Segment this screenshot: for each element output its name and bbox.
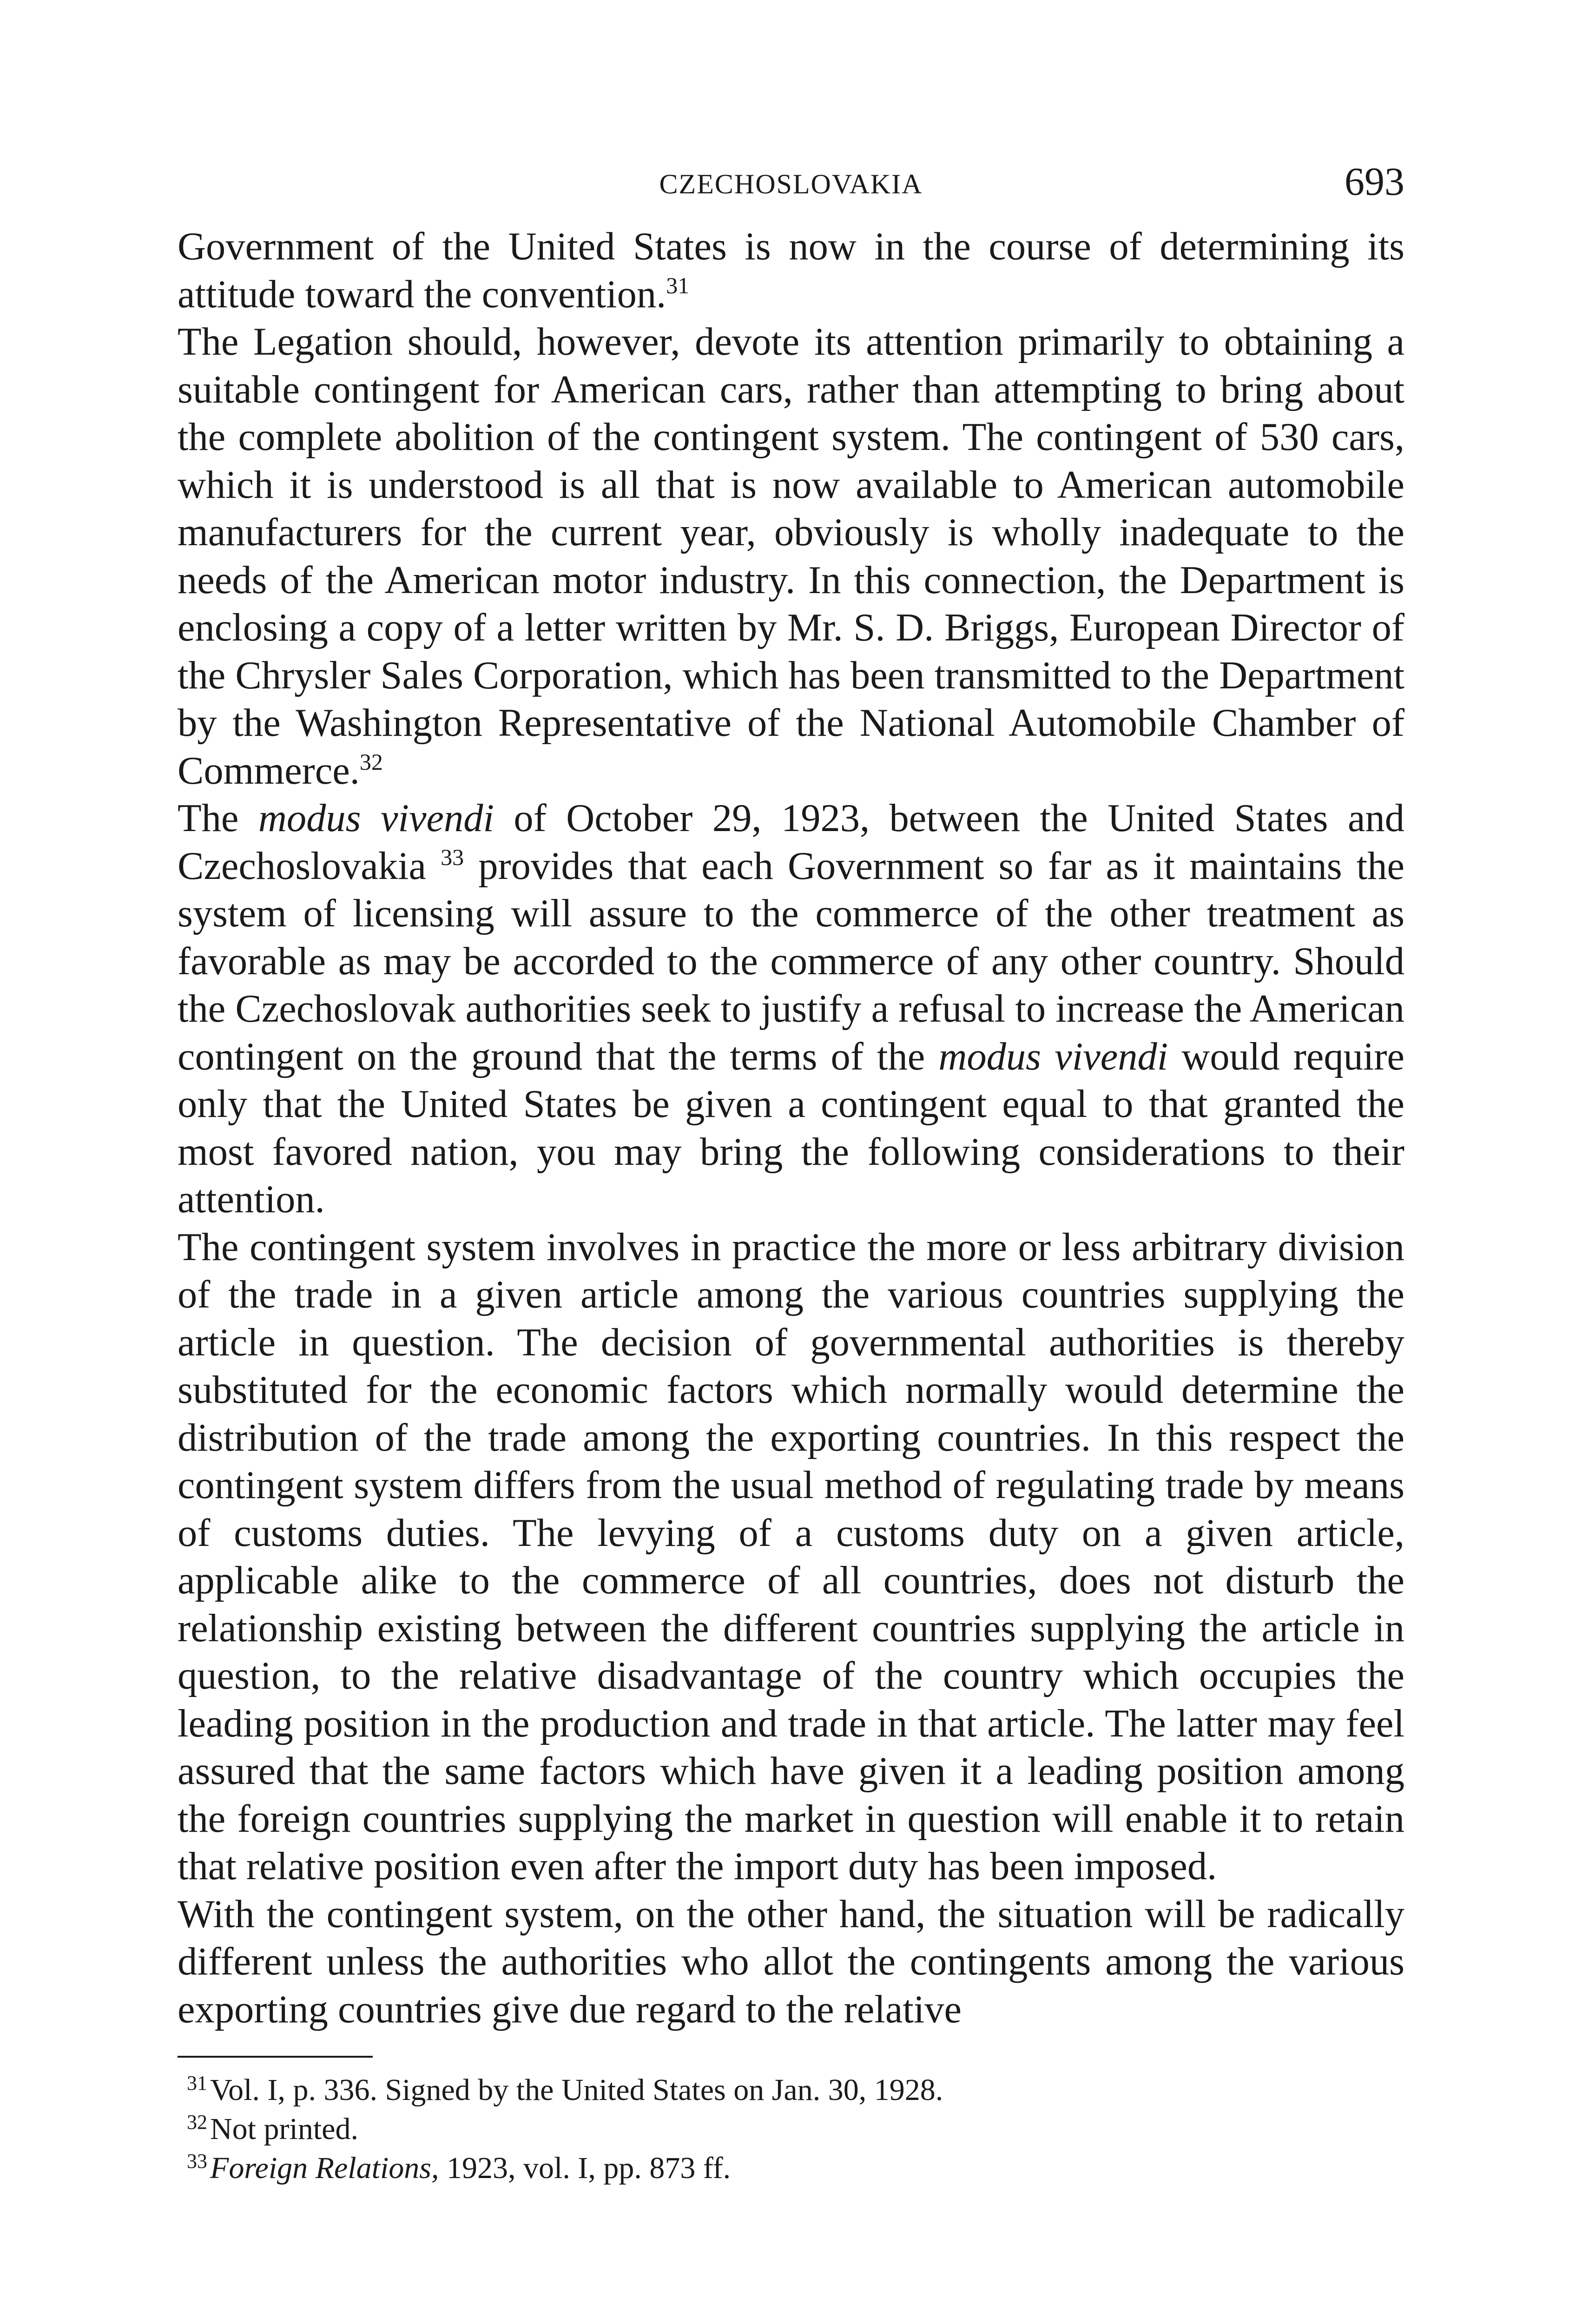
footnote-ref: 32	[359, 748, 383, 775]
paragraph-text: of October 29, 1923, between the United States and Czechoslovakia	[178, 797, 1404, 888]
footnote-text: Vol. I, p. 336. Signed by the United States on Jan. 30, 1928.	[210, 2073, 943, 2107]
footnote-mark: 32	[187, 2111, 207, 2133]
page-number: 693	[1345, 159, 1404, 204]
footnote-ref: 31	[666, 272, 690, 298]
footnote-italic: Foreign Relations,	[210, 2151, 439, 2185]
paragraph-text: Government of the United States is now in the course of determining its attitude toward the convention.	[178, 225, 1404, 316]
footnote-text: 1923, vol. I, pp. 873 ff.	[439, 2151, 731, 2185]
paragraph-text: would require only that the United States be given a contingent equal to that granted the most favored nation, you may bring the following considerations to their attention.	[178, 1035, 1404, 1221]
paragraph-text: provides that each Government so far as it maintains the system of licensing will assure to the commerce of the other treatment as favorable as may be accorded to the commerce of any other country. Should the Czechoslovak authorities seek to justify a refusal to increase the American contingent on the ground that the terms of the	[178, 844, 1405, 1078]
document-page	[178, 158, 1404, 2188]
footnote-mark: 33	[187, 2150, 207, 2172]
italic-term: modus vivendi	[258, 797, 494, 840]
page-header	[178, 158, 1404, 223]
paragraph-continuation	[178, 223, 1404, 318]
footnotes	[178, 2071, 1404, 2188]
footnote-ref: 33	[441, 844, 464, 870]
footnote-text: Not printed.	[210, 2112, 358, 2146]
paragraph	[178, 795, 1404, 1224]
paragraph	[178, 318, 1404, 795]
footnote-mark: 31	[187, 2072, 207, 2094]
paragraph-text: The Legation should, however, devote its attention primarily to obtaining a suitable contingent for American cars, rather than attempting to bring about the complete abolition of the contingent system. The contingent of 530 cars, which it is understood is all that is now available to American automobile manufacturers for the current year, obviously is wholly inadequate to the needs of the American motor industry. In this connection, the Department is enclosing a copy of a letter written by Mr. S. D. Briggs, European Director of the Chrysler Sales Corporation, which has been transmitted to the Department by the Washington Representative of the National Automobile Chamber of Commerce.	[178, 320, 1404, 792]
footnote	[187, 2149, 1404, 2188]
italic-term: modus vivendi	[938, 1035, 1168, 1078]
paragraph: With the contingent system, on the other hand, the situation will be radically different unless the authorities who allot the contingents among the various exporting countries give due regard to the relative	[178, 1892, 1404, 2031]
running-head: CZECHOSLOVAKIA	[659, 169, 923, 199]
paragraph-text: The	[178, 797, 258, 840]
body-text	[178, 223, 1404, 2034]
paragraph: The contingent system involves in practice the more or less arbitrary division of the trade in a given article among the various countries supplying the article in question. The decision of governmental authorities is thereby substituted for the economic factors which normally would determine the distribution of the trade among the exporting countries. In this respect the contingent system differs from the usual method of regulating trade by means of customs duties. The levying of a customs duty on a given article, applicable alike to the commerce of all countries, does not disturb the relationship existing between the different countries supplying the article in question, to the relative disadvantage of the country which occupies the leading position in the production and trade in that article. The latter may feel assured that the same factors which have given it a leading position among the foreign countries supplying the market in question will enable it to retain that relative position even after the import duty has been imposed.	[178, 1225, 1404, 1888]
footnote-divider	[178, 2056, 373, 2058]
footnote	[187, 2110, 1404, 2149]
footnote	[187, 2071, 1404, 2110]
